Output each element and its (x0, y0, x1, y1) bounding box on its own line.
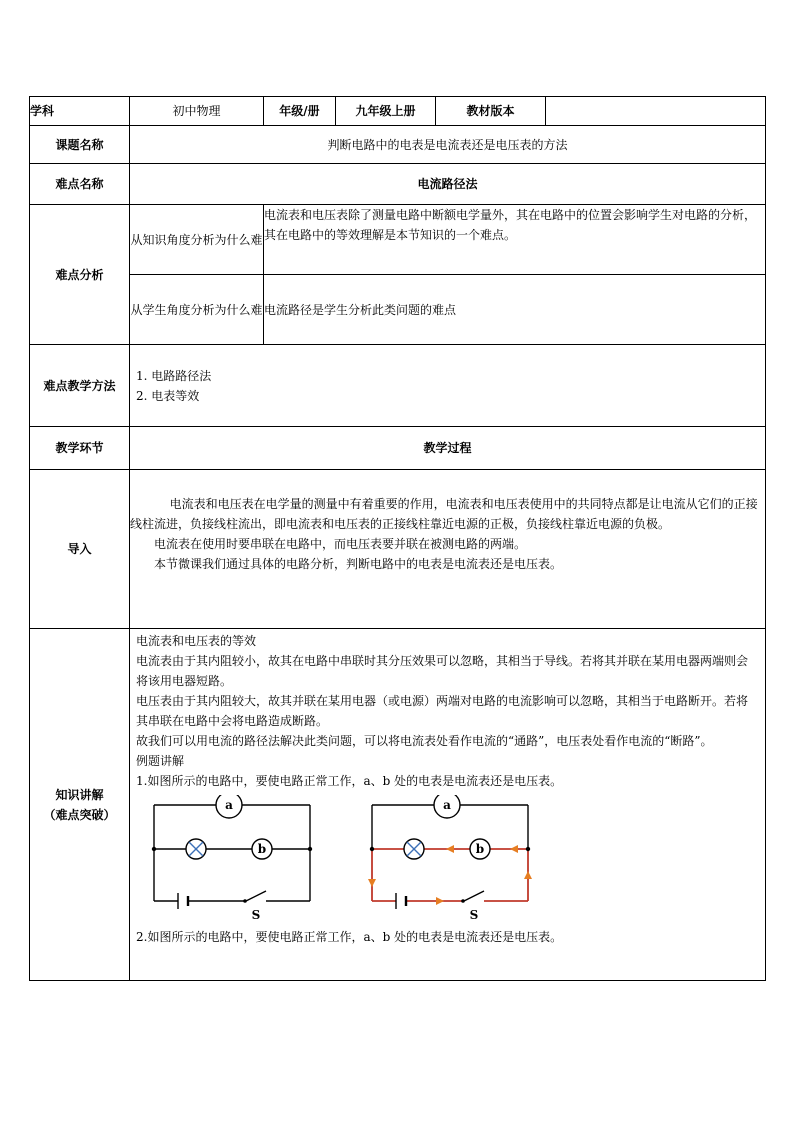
analysis-student-row (30, 275, 766, 345)
methods-list (130, 362, 765, 410)
intro-paragraph-2: 电流表在使用时要串联在电路中，而电压表要并联在被测电路的两端。 (154, 537, 527, 551)
intro-content (130, 470, 766, 629)
knowledge-row (30, 629, 766, 981)
grade-value: 九年级上册 (336, 97, 436, 126)
difficulty-label: 难点名称 (30, 164, 130, 205)
grade-label: 年级/册 (264, 97, 336, 126)
header-row (30, 97, 766, 126)
question-1: 1.如图所示的电路中，要使电路正常工作，a、b 处的电表是电流表还是电压表。 (136, 774, 563, 788)
meter-b-label: b (257, 842, 267, 856)
example-title: 例题讲解 (136, 754, 185, 768)
topic-row (30, 126, 766, 164)
student-angle-text: 电流路径是学生分析此类问题的难点 (264, 275, 766, 345)
junction-dot (526, 847, 530, 851)
junction-dot (308, 847, 312, 851)
student-angle-label: 从学生角度分析为什么难 (130, 275, 264, 345)
methods-row (30, 345, 766, 427)
current-arrow (524, 871, 532, 879)
process-header-row (30, 427, 766, 470)
difficulty-value: 电流路径法 (130, 164, 766, 205)
current-arrow (510, 845, 518, 853)
intro-label: 导入 (30, 470, 130, 629)
intro-paragraph-3: 本节微课我们通过具体的电路分析，判断电路中的电表是电流表还是电压表。 (154, 557, 563, 571)
meter-a-label: a (443, 798, 451, 812)
intro-paragraph-1: 电流表和电压表在电学量的测量中有着重要的作用，电流表和电压表使用中的共同特点都是让电流从它们的正接线柱流进，负接线柱流出，即电流表和电压表的正接线柱靠近电源的正极，负接线柱靠近电源的负极。 (130, 497, 758, 531)
knowledge-paragraph-3: 故我们可以用电流的路径法解决此类问题，可以将电流表处看作电流的“通路”，电压表处看作电流的“断路”。 (136, 734, 713, 748)
edition-value (546, 97, 766, 126)
intro-row (30, 470, 766, 629)
question-2: 2.如图所示的电路中，要使电路正常工作，a、b 处的电表是电流表还是电压表。 (136, 930, 563, 944)
methods-cell (130, 345, 766, 427)
junction-dot (370, 847, 374, 851)
knowledge-label-line2: （难点突破） (43, 807, 116, 822)
topic-value: 判断电路中的电表是电流表还是电压表的方法 (130, 126, 766, 164)
switch-lever (464, 891, 484, 901)
circuit-diagram-2 (362, 795, 542, 923)
circuit-diagram-1 (144, 795, 324, 923)
knowledge-content (130, 629, 766, 981)
meter-a-label: a (225, 798, 233, 812)
method-item: 1. 电路路径法 (136, 368, 212, 383)
analysis-label: 难点分析 (30, 205, 130, 345)
circuit-figures (136, 795, 759, 927)
lesson-plan-table (29, 96, 766, 981)
topic-label: 课题名称 (30, 126, 130, 164)
knowledge-paragraph-2: 电压表由于其内阻较大，故其并联在某用电器（或电源）两端对电路的电流影响可以忽略，其相当于电路断开。若将其串联在电路中会将电路造成断路。 (136, 694, 749, 728)
junction-dot (152, 847, 156, 851)
current-arrow (368, 879, 376, 887)
knowledge-paragraph-1: 电流表由于其内阻较小，故其在电路中串联时其分压效果可以忽略，其相当于导线。若将其并联在某用电器两端则会将该用电器短路。 (136, 654, 749, 688)
difficulty-row (30, 164, 766, 205)
switch-label: S (251, 908, 261, 922)
knowledge-angle-label: 从知识角度分析为什么难 (130, 205, 264, 275)
edition-label: 教材版本 (436, 97, 546, 126)
meter-b-label: b (475, 842, 485, 856)
subject-value: 初中物理 (130, 97, 264, 126)
knowledge-title: 电流表和电压表的等效 (136, 634, 257, 648)
switch-contact (461, 899, 465, 903)
switch-lever (246, 891, 266, 901)
current-arrow (446, 845, 454, 853)
knowledge-label-line1: 知识讲解 (55, 787, 104, 802)
analysis-knowledge-row (30, 205, 766, 275)
subject-label: 学科 (30, 97, 130, 126)
knowledge-angle-text: 电流表和电压表除了测量电路中断额电学量外，其在电路中的位置会影响学生对电路的分析，其在电路中的等效理解是本节知识的一个难点。 (264, 205, 766, 275)
current-arrow (436, 897, 444, 905)
switch-label: S (469, 908, 479, 922)
method-item: 2. 电表等效 (136, 388, 200, 403)
switch-contact (243, 899, 247, 903)
methods-label: 难点教学方法 (30, 345, 130, 427)
process-label: 教学过程 (130, 427, 766, 470)
knowledge-label (30, 629, 130, 981)
process-stage-label: 教学环节 (30, 427, 130, 470)
